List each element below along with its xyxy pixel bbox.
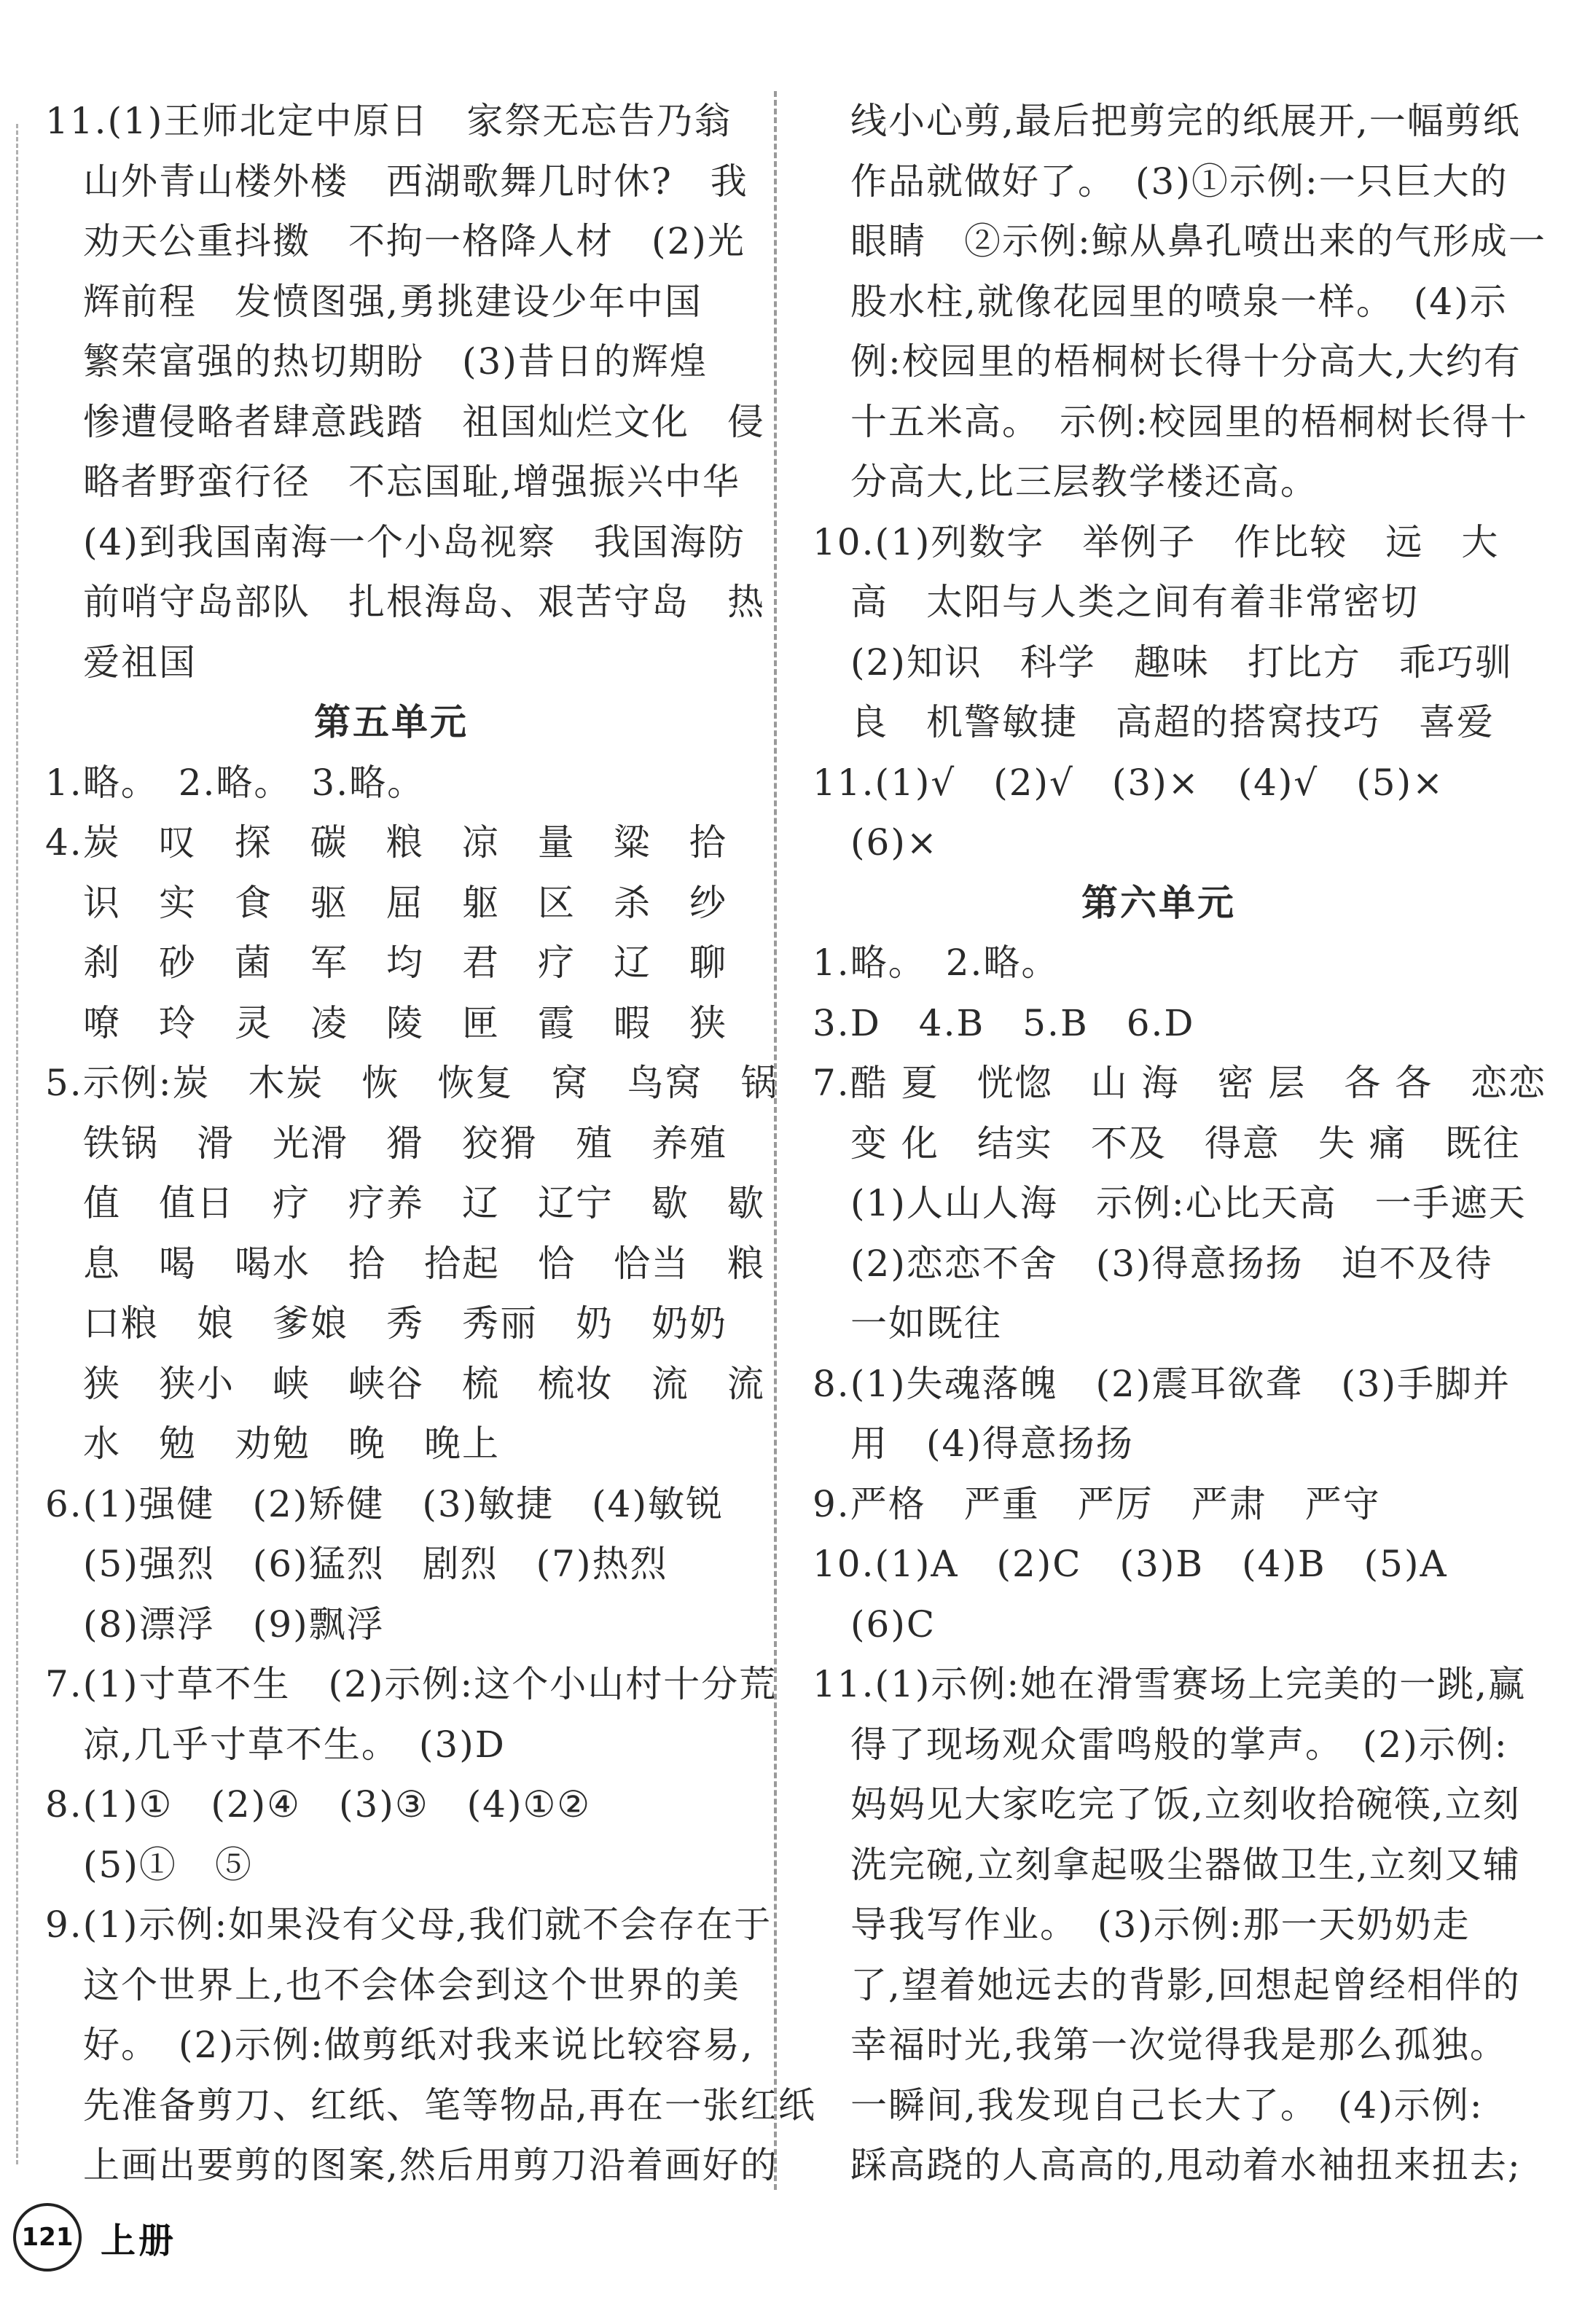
- left-margin-rule: [16, 124, 18, 2164]
- answer-line: 爱祖国: [45, 641, 197, 684]
- answer-line: 导我写作业。 (3)示例:那一天奶奶走: [813, 1904, 1471, 1946]
- answer-line: 息 喝 喝水 拾 拾起 恰 恰当 粮: [45, 1242, 765, 1285]
- answer-line: 前哨守岛部队 扎根海岛、艰苦守岛 热: [45, 581, 765, 623]
- answer-line: 11.(1)王师北定中原日 家祭无忘告乃翁: [45, 100, 732, 142]
- right-column: [813, 91, 1547, 2196]
- left-column: [45, 91, 816, 2196]
- answer-line: 识 实 食 驱 屈 躯 区 杀 纱: [45, 881, 727, 924]
- answer-line: 辉前程 发愤图强,勇挑建设少年中国: [45, 280, 702, 323]
- answer-line: 这个世界上,也不会体会到这个世界的美: [45, 1963, 740, 2006]
- answer-line: 了,望着她远去的背影,回想起曾经相伴的: [813, 1963, 1521, 2006]
- answer-line: 11.(1)√ (2)√ (3)× (4)√ (5)×: [813, 761, 1445, 804]
- answer-line: 1.略。 2.略。 3.略。: [45, 761, 426, 804]
- answer-line: 水 勉 劝勉 晚 晚上: [45, 1423, 500, 1465]
- answer-line: 6.(1)强健 (2)矫健 (3)敏捷 (4)敏锐: [45, 1482, 724, 1525]
- answer-line: (6)×: [813, 821, 939, 864]
- answer-line: 先准备剪刀、红纸、笔等物品,再在一张红纸: [45, 2084, 816, 2127]
- answer-line: 4.炭 叹 探 碳 粮 凉 量 粱 拾: [45, 821, 727, 864]
- answer-line: 5.示例:炭 木炭 恢 恢复 窝 鸟窝 锅: [45, 1062, 779, 1104]
- answer-line: 10.(1)A (2)C (3)B (4)B (5)A: [813, 1543, 1448, 1585]
- answer-line: (6)C: [813, 1603, 936, 1646]
- answer-line: 狭 狭小 峡 峡谷 梳 梳妆 流 流: [45, 1362, 765, 1405]
- answer-line: 妈妈见大家吃完了饭,立刻收拾碗筷,立刻: [813, 1783, 1521, 1826]
- answer-line: 高 太阳与人类之间有着非常密切: [813, 581, 1419, 623]
- answer-line: 略者野蛮行径 不忘国耻,增强振兴中华: [45, 461, 740, 503]
- answer-line: 8.(1)失魂落魄 (2)震耳欲聋 (3)手脚并: [813, 1362, 1511, 1405]
- answer-line: 嘹 玲 灵 凌 陵 匣 霞 暇 狭: [45, 1001, 727, 1044]
- answer-line: 繁荣富强的热切期盼 (3)昔日的辉煌: [45, 340, 708, 383]
- answer-line: 3.D 4.B 5.B 6.D: [813, 1001, 1195, 1044]
- answer-line: (2)恋恋不舍 (3)得意扬扬 迫不及待: [813, 1242, 1493, 1285]
- answer-line: 眼睛 ②示例:鲸从鼻孔喷出来的气形成一: [813, 220, 1546, 262]
- answer-line: 十五米高。 示例:校园里的梧桐树长得十: [813, 400, 1528, 443]
- unit-heading: 第六单元: [1081, 881, 1236, 924]
- answer-line: 洗完碗,立刻拿起吸尘器做卫生,立刻又辅: [813, 1843, 1521, 1886]
- answer-line: 得了现场观众雷鸣般的掌声。 (2)示例:: [813, 1723, 1508, 1766]
- page-footer: [13, 2201, 176, 2274]
- answer-line: (8)漂浮 (9)飘浮: [45, 1603, 385, 1646]
- answer-line: 良 机警敏捷 高超的搭窝技巧 喜爱: [813, 701, 1495, 743]
- unit-heading: 第五单元: [314, 701, 469, 743]
- answer-line: 9.严格 严重 严厉 严肃 严守: [813, 1482, 1381, 1525]
- answer-line: 值 值日 疗 疗养 辽 辽宁 歇 歇: [45, 1182, 765, 1224]
- answer-line: 例:校园里的梧桐树长得十分高大,大约有: [813, 340, 1522, 383]
- answer-line: 股水柱,就像花园里的喷泉一样。 (4)示: [813, 280, 1508, 323]
- answer-line: (5)强烈 (6)猛烈 剧烈 (7)热烈: [45, 1543, 668, 1585]
- answer-line: 7.(1)寸草不生 (2)示例:这个小山村十分荒: [45, 1663, 778, 1705]
- volume-label: 上册: [101, 2220, 177, 2261]
- answer-line: (5)① ⑤: [45, 1843, 253, 1886]
- answer-line: 作品就做好了。 (3)①示例:一只巨大的: [813, 160, 1508, 203]
- answer-line: 11.(1)示例:她在滑雪赛场上完美的一跳,赢: [813, 1663, 1527, 1705]
- answer-line: 变 化 结实 不及 得意 失 痛 既往: [813, 1122, 1521, 1165]
- answer-line: (2)知识 科学 趣味 打比方 乖巧驯: [813, 641, 1513, 684]
- column-divider: [774, 91, 777, 2190]
- answer-line: 好。 (2)示例:做剪纸对我来说比较容易,: [45, 2024, 754, 2066]
- answer-line: 劝天公重抖擞 不拘一格降人材 (2)光: [45, 220, 745, 262]
- answer-line: 一瞬间,我发现自己长大了。 (4)示例:: [813, 2084, 1484, 2127]
- answer-line: 一如既往: [813, 1302, 1002, 1345]
- answer-line: 1.略。 2.略。: [813, 942, 1060, 984]
- answer-line: 分高大,比三层教学楼还高。: [813, 461, 1318, 503]
- answer-line: 刹 砂 菌 军 均 君 疗 辽 聊: [45, 942, 727, 984]
- answer-line: 线小心剪,最后把剪完的纸展开,一幅剪纸: [813, 100, 1521, 142]
- answer-line: 10.(1)列数字 举例子 作比较 远 大: [813, 520, 1500, 563]
- answer-line: 铁锅 滑 光滑 猾 狡猾 殖 养殖: [45, 1122, 727, 1165]
- answer-line: 用 (4)得意扬扬: [813, 1423, 1134, 1465]
- page-number-badge: 121: [13, 2203, 82, 2272]
- answer-line: 幸福时光,我第一次觉得我是那么孤独。: [813, 2024, 1508, 2066]
- answer-line: 9.(1)示例:如果没有父母,我们就不会存在于: [45, 1904, 772, 1946]
- answer-line: 凉,几乎寸草不生。 (3)D: [45, 1723, 506, 1766]
- answer-line: 8.(1)① (2)④ (3)③ (4)①②: [45, 1783, 592, 1826]
- answer-line: (1)人山人海 示例:心比天高 一手遮天: [813, 1182, 1527, 1224]
- answer-line: 惨遭侵略者肆意践踏 祖国灿烂文化 侵: [45, 400, 765, 443]
- answer-line: 上画出要剪的图案,然后用剪刀沿着画好的: [45, 2144, 778, 2186]
- answer-line: (4)到我国南海一个小岛视察 我国海防: [45, 520, 745, 563]
- answer-line: 口粮 娘 爹娘 秀 秀丽 奶 奶奶: [45, 1302, 727, 1345]
- answer-line: 踩高跷的人高高的,甩动着水袖扭来扭去;: [813, 2144, 1522, 2186]
- answer-line: 7.酷 夏 恍惚 山 海 密 层 各 各 恋恋: [813, 1062, 1547, 1104]
- answer-line: 山外青山楼外楼 西湖歌舞几时休? 我: [45, 160, 748, 203]
